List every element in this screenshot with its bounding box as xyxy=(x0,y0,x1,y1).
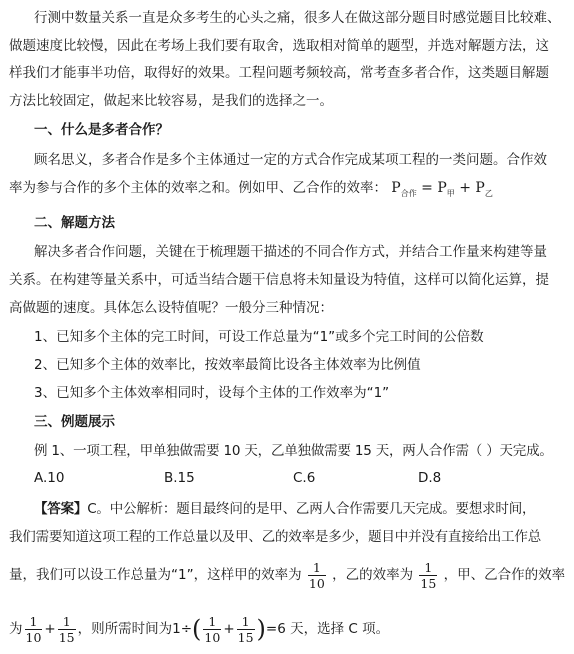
answer-options xyxy=(34,470,534,490)
list-item: 2、已知多个主体的效率比，按效率最简比设各主体效率为比例值 xyxy=(34,357,421,373)
paragraph-line: 关系。在构建等量关系中，可适当结合题干信息将未知量设为特值，这样可以简化运算，提 xyxy=(9,272,549,288)
right-parenthesis: ) xyxy=(256,615,266,643)
intro-line: 样我们才能事半功倍，取得好的效果。工程问题考频较高，常考查多者合作，这类题目解题 xyxy=(9,65,549,81)
answer-line: 量，我们可以设工作总量为“1”，这样甲的效率为 $\frac{1}{10}$ ，乙的效率为 $\frac{1}{15}$ ，甲、乙合作的效率 xyxy=(9,559,566,591)
answer-line: 为 $\frac{1}{10}$ + $\frac{1}{15}$ ，则所需时间为1÷( $\frac{1}{10}$ + $\frac{1}{15}$ )=6 天，选择 C 项。 xyxy=(9,613,390,645)
paragraph-line: 顾名思义，多者合作是多个主体通过一定的方式合作完成某项工程的一类问题。合作效 xyxy=(34,152,547,168)
section-heading: 三、例题展示 xyxy=(34,414,115,430)
list-item: 3、已知多个主体效率相同时，设每个主体的工作效率为“1” xyxy=(34,385,390,401)
paragraph-line: 高做题的速度。具体怎么设特值呢？一般分三种情况： xyxy=(9,300,333,316)
section-heading: 二、解题方法 xyxy=(34,215,115,231)
formula-lead-text: 率为参与合作的多个主体的效率之和。例如甲、乙合作的效率： xyxy=(9,180,387,196)
option-b: B.15 xyxy=(164,470,195,486)
option-a: A.10 xyxy=(34,470,65,486)
paragraph-line xyxy=(9,178,549,204)
answer-line: 我们需要知道这项工程的工作总量以及甲、乙的效率是多少，题目中并没有直接给出工作总 xyxy=(9,529,541,545)
answer-line xyxy=(34,499,574,519)
left-parenthesis: ( xyxy=(192,615,202,643)
list-item: 1、已知多个主体的完工时间，可设工作总量为“1”或多个完工时间的公倍数 xyxy=(34,329,484,345)
answer-tag: 【答案】 xyxy=(34,501,88,517)
option-c: C.6 xyxy=(293,470,316,486)
answer-text: C。中公解析：题目最终问的是甲、乙两人合作需要几天完成。要想求时间， xyxy=(87,501,536,517)
efficiency-formula: $P_{合作} = P_甲 + P_乙$ xyxy=(391,180,493,198)
fraction-one-fifteenth: $\frac{1}{15}$ xyxy=(58,613,75,645)
intro-line: 方法比较固定，做起来比较容易，是我们的选择之一。 xyxy=(9,93,333,109)
fraction-one-fifteenth: $\frac{1}{15}$ xyxy=(237,613,254,645)
fraction-one-tenth: $\frac{1}{10}$ xyxy=(25,613,42,645)
section-heading: 一、什么是多者合作？ xyxy=(34,122,169,138)
fraction-one-tenth: $\frac{1}{10}$ xyxy=(308,559,325,591)
option-d: D.8 xyxy=(418,470,442,486)
fraction-one-fifteenth: $\frac{1}{15}$ xyxy=(420,559,437,591)
intro-line: 行测中数量关系一直是众多考生的心头之痛，很多人在做这部分题目时感觉题目比较难、 xyxy=(34,10,561,26)
paragraph-line: 解决多者合作问题，关键在于梳理题干描述的不同合作方式，并结合工作量来构建等量 xyxy=(34,244,547,260)
intro-line: 做题速度比较慢，因此在考场上我们要有取舍，选取相对简单的题型，并选对解题方法，这 xyxy=(9,38,549,54)
fraction-one-tenth: $\frac{1}{10}$ xyxy=(204,613,221,645)
example-question: 例 1、一项工程，甲单独做需要 10 天，乙单独做需要 15 天，两人合作需（ ）天完成。 xyxy=(34,443,553,459)
